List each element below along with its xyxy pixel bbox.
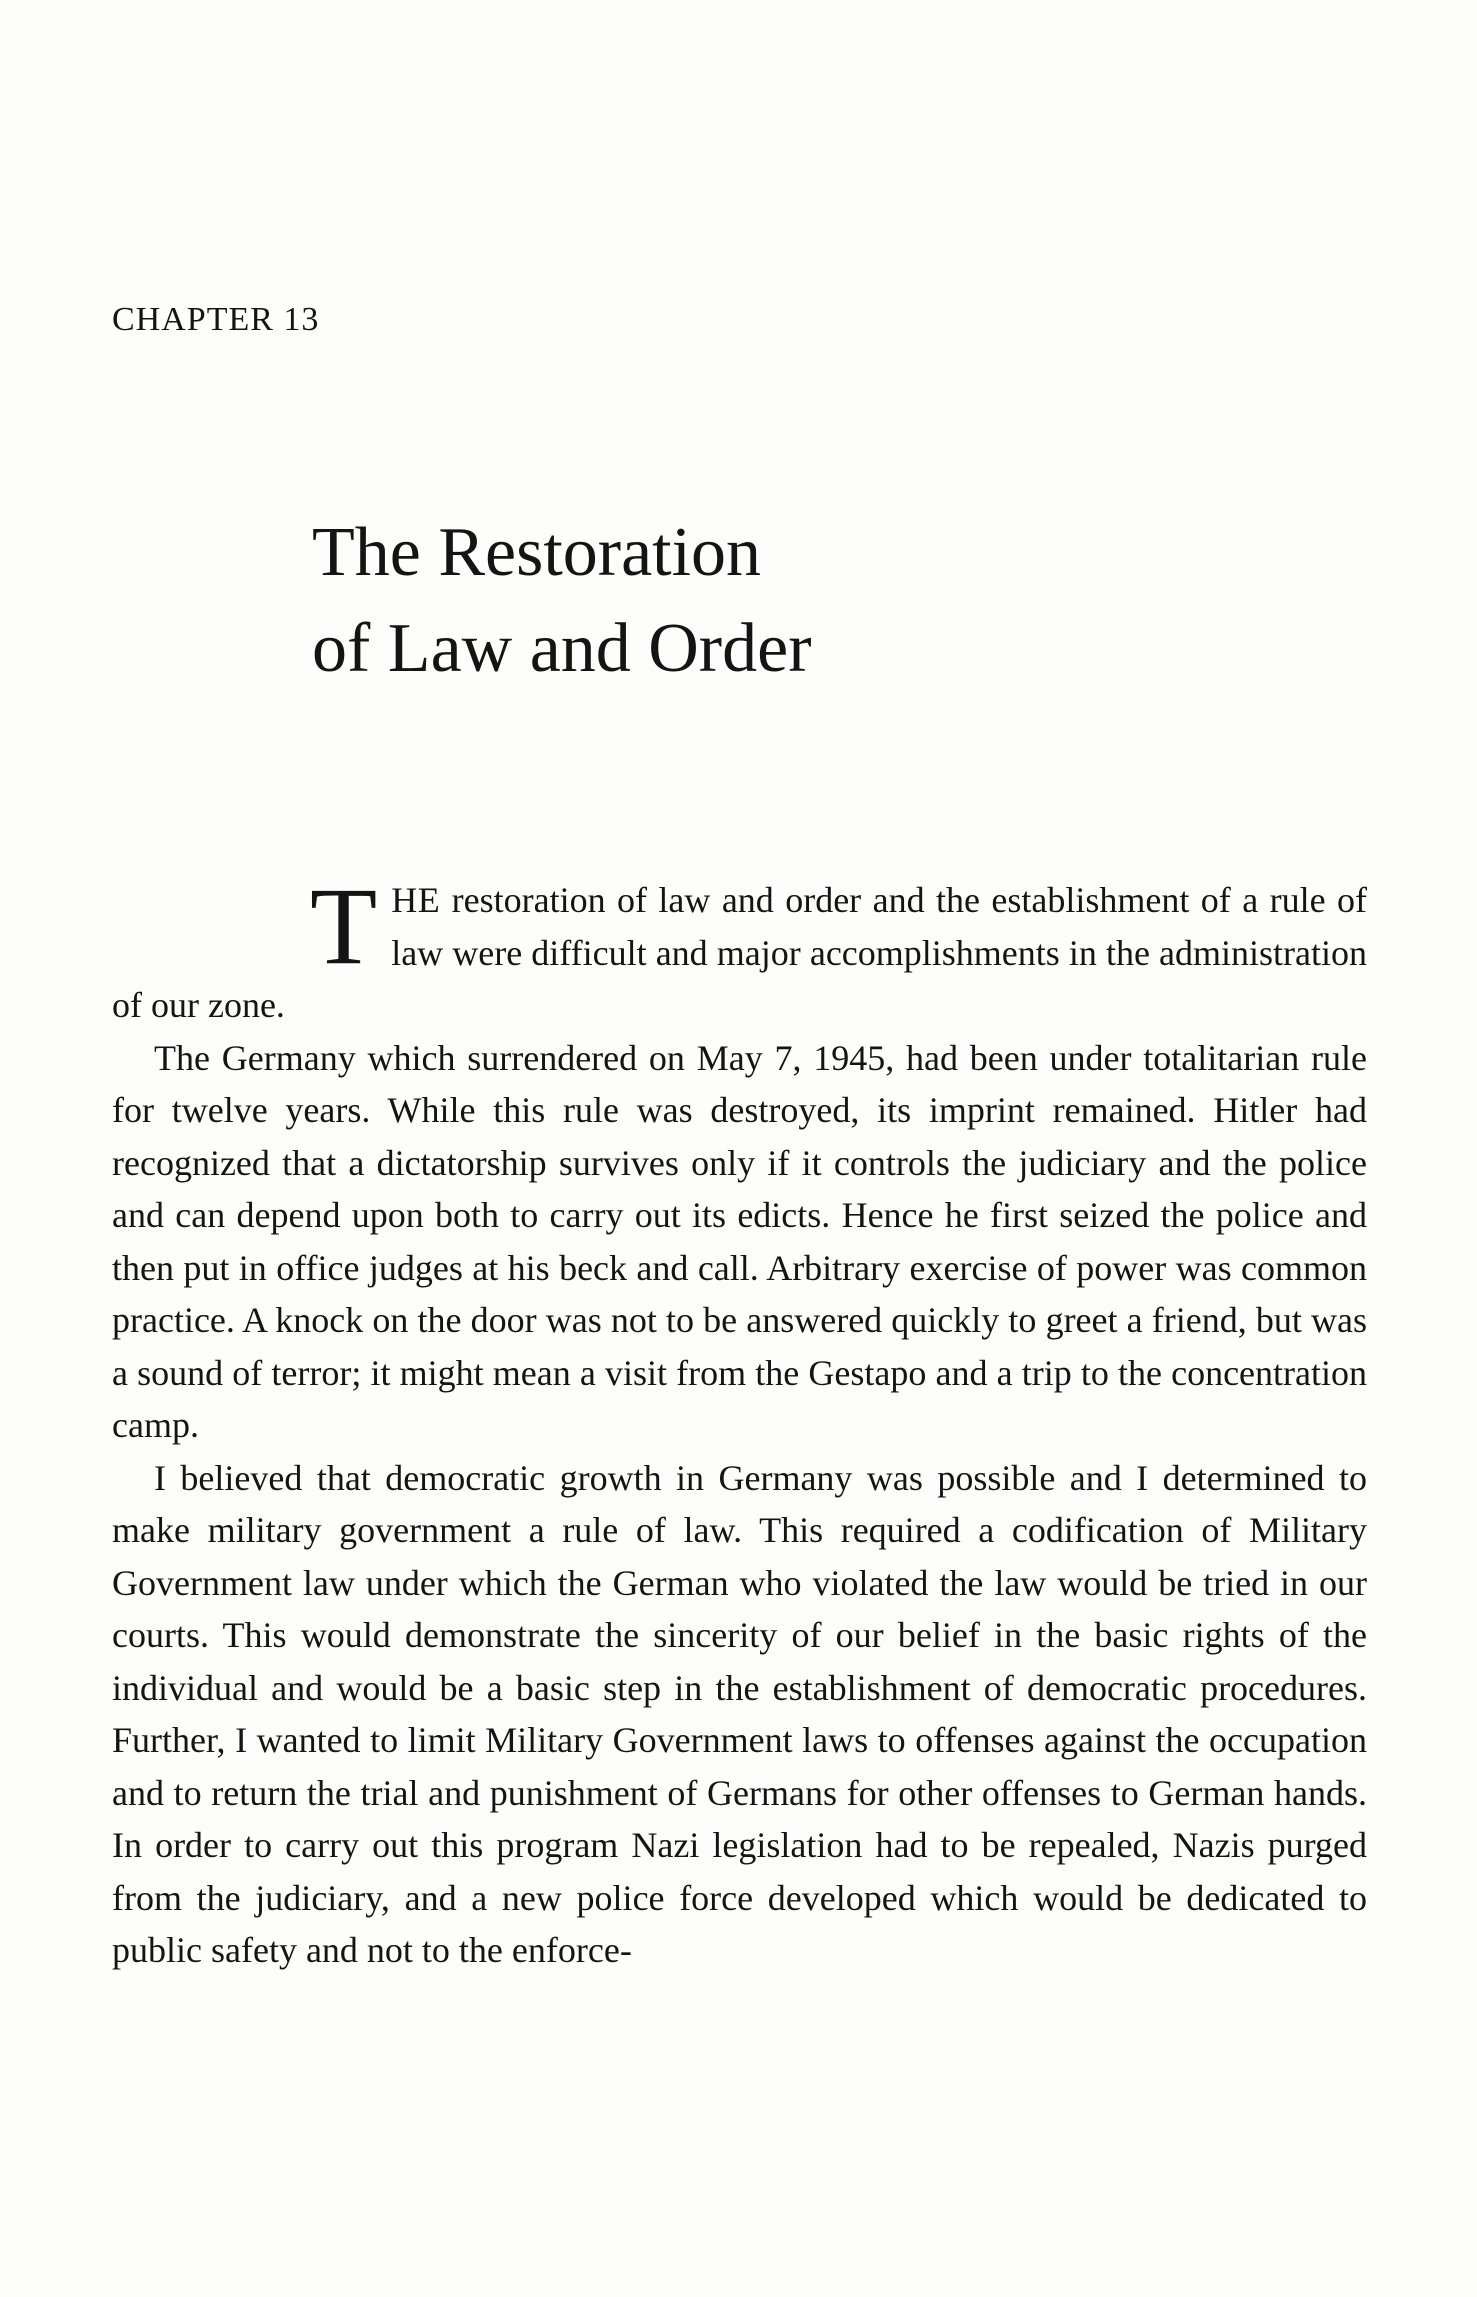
paragraph-1 [112, 865, 1367, 1032]
chapter-title [312, 505, 812, 697]
paragraph-3: I believed that democratic growth in Germany was possible and I determined to make military government a rule of law. This required a codification of Military Government law under which the German who violated the law would be tried in our courts. This would demonstrate the sincerity of our belief in the basic rights of the individual and would be a basic step in the establishment of democratic procedures. Further, I wanted to limit Military Government laws to offenses against the occupation and to return the trial and punishment of Germans for other offenses to German hands. In order to carry out this program Nazi legislation had to be repealed, Nazis purged from the judiciary, and a new police force developed which would be dedicated to public safety and not to the enforce- [112, 1457, 1367, 1970]
paragraph-1-text: restoration of law and order and the establishment of a rule of law were difficult and major accomplishments in the administration of our zone. [112, 880, 1367, 1025]
drop-cap: T [310, 865, 378, 987]
paragraph-2: The Germany which surrendered on May 7, 1945, had been under totalitarian rule for twelve years. While this rule was destroyed, its imprint remained. Hitler had recognized that a dictatorship survives only if it controls the judiciary and the police and can depend upon both to carry out its edicts. Hence he first seized the police and then put in office judges at his beck and call. Arbitrary exercise of power was common practice. A knock on the door was not to be answered quickly to greet a friend, but was a sound of terror; it might mean a visit from the Gestapo and a trip to the concentration camp. [112, 1037, 1367, 1445]
chapter-label: CHAPTER 13 [112, 301, 320, 338]
chapter-title-line-2: of Law and Order [312, 610, 812, 687]
chapter-title-line-1: The Restoration [312, 514, 762, 591]
lead-word: HE [391, 880, 441, 920]
chapter-body [112, 865, 1367, 1977]
